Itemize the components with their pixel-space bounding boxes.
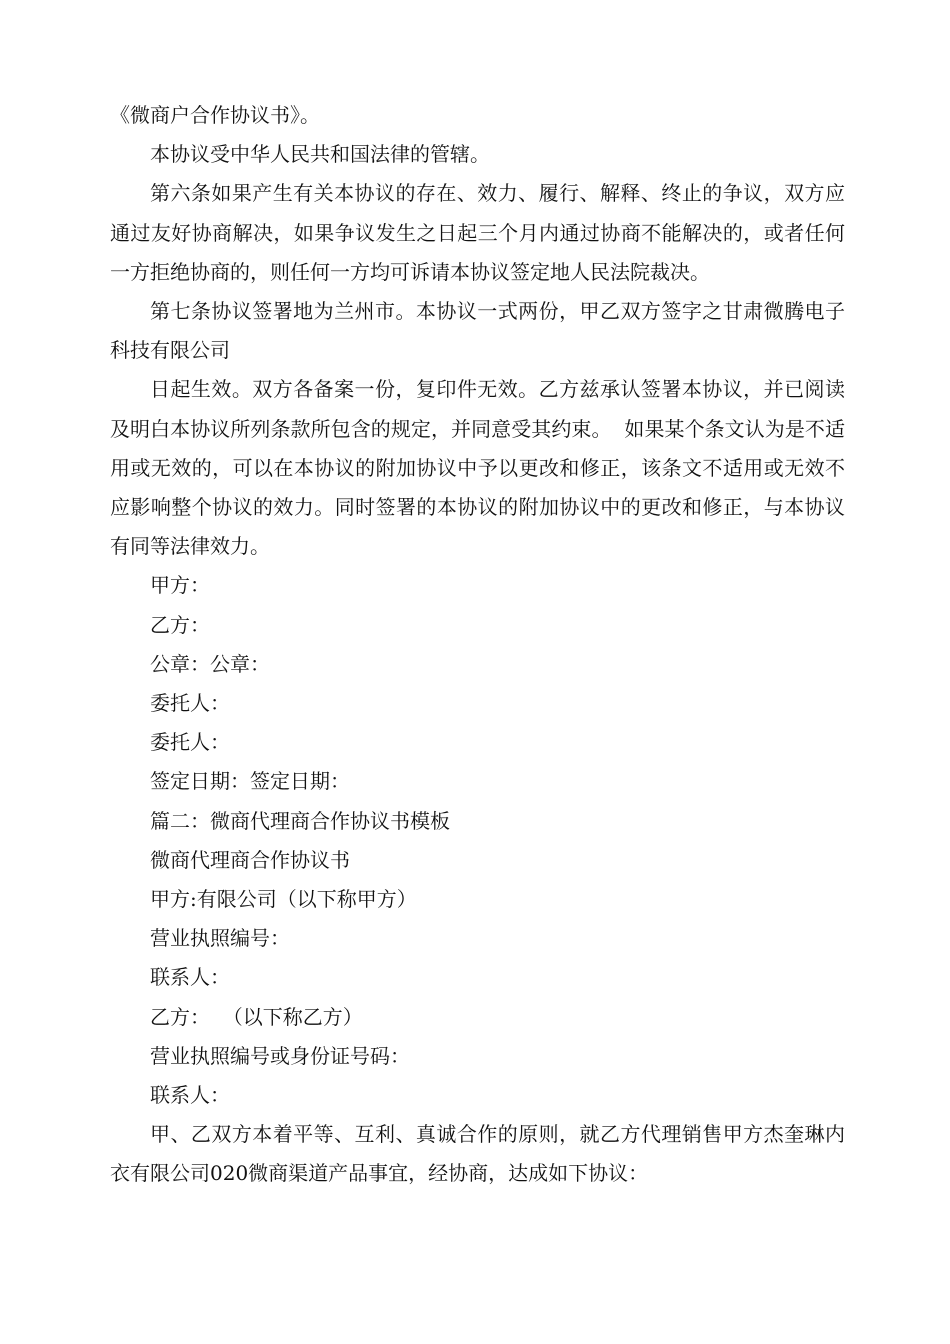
paragraph-effectiveness: 日起生效。双方各备案一份，复印件无效。乙方兹承认签署本协议，并已阅读及明白本协议所列条款所包含的规定，并同意受其约束。 如果某个条文认为是不适用或无效的，可以在本协议的附加协议中予以更改和修正，该条文不适用或无效不应影响整个协议的效力。同时签署的本协议的附加协议中的更改和修正，与本协议有同等法律效力。 [110, 377, 845, 559]
field-contact-person-a: 联系人： [150, 965, 230, 990]
field-party-b: 乙方： [150, 612, 210, 637]
field-principal-1: 委托人： [150, 691, 230, 716]
document-body [110, 96, 845, 1194]
field-party-b-name: 乙方： （以下称乙方） [150, 1004, 363, 1029]
section-heading-part-two: 篇二：微商代理商合作协议书模板 [150, 808, 450, 833]
field-party-a: 甲方： [150, 573, 210, 598]
paragraph-article-7: 第七条协议签署地为兰州市。本协议一式两份，甲乙双方签字之甘肃微腾电子科技有限公司 [110, 299, 845, 363]
paragraph-agreement-preamble: 甲、乙双方本着平等、互利、真诚合作的原则，就乙方代理销售甲方杰奎琳内衣有限公司020微商渠道产品事宜，经协商，达成如下协议： [110, 1122, 845, 1186]
field-party-a-company: 甲方:有限公司（以下称甲方） [150, 887, 417, 912]
paragraph-governing-law: 本协议受中华人民共和国法律的管辖。 [150, 142, 490, 167]
field-business-license-number: 营业执照编号： [150, 926, 290, 951]
field-principal-2: 委托人： [150, 730, 230, 755]
field-contact-person-b: 联系人： [150, 1083, 230, 1108]
field-official-seals: 公章：公章： [150, 651, 270, 676]
field-signing-dates: 签定日期：签定日期： [150, 769, 350, 794]
paragraph-agreement-title-ref: 《微商户合作协议书》。 [110, 103, 320, 127]
agreement-title: 微商代理商合作协议书 [150, 847, 350, 872]
field-license-or-id-number: 营业执照编号或身份证号码： [150, 1043, 410, 1068]
paragraph-article-6: 第六条如果产生有关本协议的存在、效力、履行、解释、终止的争议，双方应通过友好协商解决，如果争议发生之日起三个月内通过协商不能解决的，或者任何一方拒绝协商的，则任何一方均可诉请本协议签定地人民法院裁决。 [110, 181, 845, 284]
